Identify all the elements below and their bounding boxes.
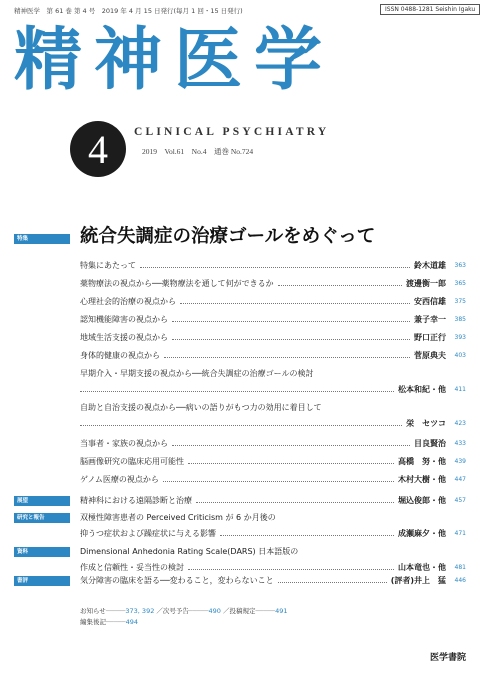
next-issue-label: 次号予告 — [162, 607, 189, 615]
toc-title: 当事者・家族の視点から — [80, 439, 168, 448]
toc-row — [14, 438, 466, 456]
section-label: 資料 — [14, 547, 70, 557]
toc-author: 野口正行 — [414, 333, 446, 342]
toc-page: 446 — [454, 577, 466, 584]
issue-number-badge: 4 — [70, 121, 126, 177]
journal-title: 精神医学 — [14, 21, 335, 100]
dotted-leader — [188, 463, 394, 464]
toc-page: 423 — [454, 420, 466, 427]
dotted-leader — [80, 425, 402, 426]
section-label: 書評 — [14, 576, 70, 586]
toc-page: 433 — [454, 440, 466, 447]
toc-page: 411 — [454, 386, 466, 393]
journal-subtitle: CLINICAL PSYCHIATRY — [134, 126, 330, 138]
dotted-leader — [164, 357, 410, 358]
section-label: 展望 — [14, 496, 70, 506]
toc-author: 木村大樹・他 — [398, 475, 446, 484]
toc-author: (評者)井上 猛 — [390, 576, 446, 585]
next-issue-page: 490 — [208, 607, 221, 615]
dotted-leader — [196, 502, 394, 503]
toc-author: 高橋 努・他 — [398, 457, 446, 466]
toc-page: 375 — [454, 298, 466, 305]
submission-label: 投稿規定 — [229, 607, 256, 615]
toc-row — [14, 402, 466, 436]
issn-box: ISSN 0488-1281 Seishin Igaku — [380, 4, 480, 15]
toc-author: 鈴木道雄 — [414, 261, 446, 270]
table-of-contents — [14, 222, 466, 585]
notice-label: お知らせ — [80, 607, 106, 615]
publisher-logo: 医学書院 — [429, 653, 466, 663]
toc-title: 身体的健康の視点から — [80, 351, 160, 360]
toc-row — [14, 260, 466, 278]
toc-author: 山本竜也・他 — [398, 563, 446, 572]
toc-page: 447 — [454, 476, 466, 483]
postscript-page: 494 — [125, 618, 138, 626]
header-topline: 精神医学 第 61 巻 第 4 号 2019 年 4 月 15 日発行(毎月 1 回・15 日発行) — [14, 7, 243, 15]
dotted-leader — [278, 582, 387, 583]
toc-title: Dimensional Anhedonia Rating Scale(DARS) 日本語版の — [80, 547, 299, 556]
footer-notes: お知らせ─────373, 392 ／次号予告─────490 ／投稿規定─────491 編集後記─────494 — [80, 607, 288, 626]
toc-page: 439 — [454, 458, 466, 465]
dotted-leader — [278, 285, 402, 286]
dotted-leader — [80, 391, 394, 392]
toc-page: 471 — [454, 530, 466, 537]
toc-page: 457 — [454, 497, 466, 504]
toc-author: 目良賢治 — [414, 439, 446, 448]
toc-page: 363 — [454, 262, 466, 269]
toc-row — [14, 368, 466, 402]
toc-title: 地域生活支援の視点から — [80, 333, 168, 342]
toc-author: 菅原典夫 — [414, 351, 446, 360]
toc-title: 心理社会的治療の視点から — [80, 297, 176, 306]
toc-row — [14, 456, 466, 474]
toc-row — [14, 350, 466, 368]
toc-title-line2: 抑うつ症状および躁症状に与える影響 — [80, 529, 216, 538]
toc-title: 精神科における遠隔診断と治療 — [80, 496, 192, 505]
toc-title: 双極性障害患者の Perceived Criticism が 6 か月後の — [80, 513, 276, 522]
toc-title: 認知機能障害の視点から — [80, 315, 168, 324]
volume-line: 2019 Vol.61 No.4 通巻 No.724 — [142, 147, 254, 156]
toc-title: 自助と自治支援の視点から──病いの語りがもつ力の効用に着目して — [80, 403, 322, 412]
toc-row — [14, 575, 466, 593]
toc-title: 早期介入・早期支援の視点から──統合失調症の治療ゴールの検討 — [80, 369, 314, 378]
toc-row — [14, 332, 466, 350]
toc-author: 栄 セツコ — [406, 419, 446, 428]
toc-author: 堀込俊郎・他 — [398, 496, 446, 505]
toc-author: 松本和紀・他 — [398, 385, 446, 394]
submission-page: 491 — [275, 607, 288, 615]
toc-author: 兼子幸一 — [414, 315, 446, 324]
toc-row — [14, 296, 466, 314]
toc-title-line2: 作成と信頼性・妥当性の検討 — [80, 563, 184, 572]
dotted-leader — [172, 339, 410, 340]
toc-author: 渡邊衡一郎 — [406, 279, 446, 288]
toc-page: 481 — [454, 564, 466, 571]
toc-title: ゲノム医療の視点から — [80, 475, 159, 484]
dotted-leader — [188, 569, 394, 570]
dotted-leader — [172, 321, 410, 322]
postscript-label: 編集後記 — [80, 618, 106, 626]
dotted-leader — [220, 535, 394, 536]
toc-page: 393 — [454, 334, 466, 341]
dotted-leader — [163, 481, 394, 482]
toc-row — [14, 278, 466, 296]
toc-page: 403 — [454, 352, 466, 359]
toc-title: 薬物療法の視点から──薬物療法を通して何ができるか — [80, 279, 274, 288]
dotted-leader — [172, 445, 410, 446]
feature-label: 特集 — [14, 234, 70, 244]
toc-row — [14, 314, 466, 332]
toc-title: 脳画像研究の臨床応用可能性 — [80, 457, 184, 466]
feature-title: 統合失調症の治療ゴールをめぐって — [80, 226, 376, 247]
toc-author: 成瀬麻夕・他 — [398, 529, 446, 538]
dotted-leader — [180, 303, 410, 304]
dotted-leader — [140, 267, 410, 268]
feature-header — [14, 222, 466, 252]
toc-row — [14, 474, 466, 492]
toc-author: 安西信雄 — [414, 297, 446, 306]
toc-page: 385 — [454, 316, 466, 323]
toc-title: 特集にあたって — [80, 261, 136, 270]
notice-pages: 373, 392 — [125, 607, 155, 615]
toc-title: 気分障害の臨床を語る──変わること，変わらないこと — [80, 576, 274, 585]
section-label: 研究と報告 — [14, 513, 70, 523]
toc-row — [14, 495, 466, 513]
toc-row — [14, 512, 466, 546]
toc-page: 365 — [454, 280, 466, 287]
